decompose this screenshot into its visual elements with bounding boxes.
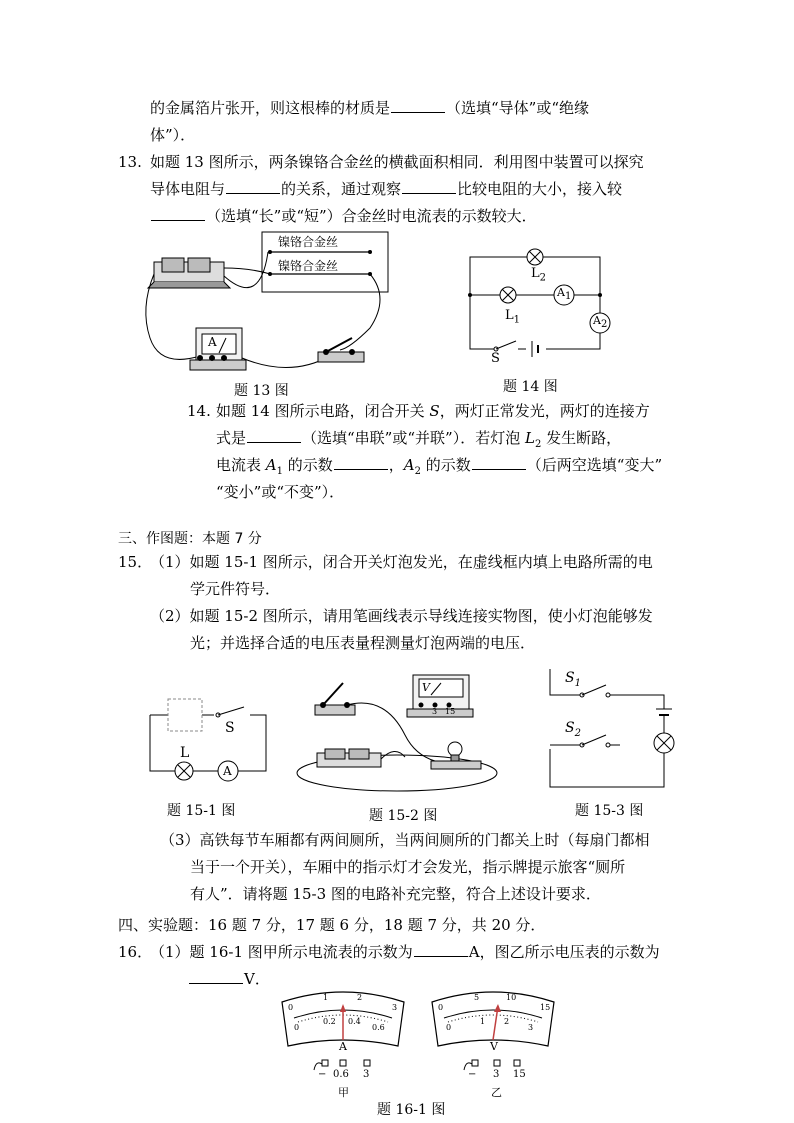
ammeter-name: 甲 xyxy=(338,1086,349,1099)
fig15-3-circuit xyxy=(540,665,680,795)
amm-inner-tick: 0.2 xyxy=(323,1017,336,1026)
answer-blank[interactable] xyxy=(391,98,445,113)
answer-blank[interactable] xyxy=(402,179,456,194)
q14-line1: 如题 14 图所示电路，闭合开关 S，两灯正常发光，两灯的连接方 xyxy=(216,402,650,420)
fig15-2-caption: 题 15-2 图 xyxy=(369,808,438,824)
label-S: S xyxy=(491,351,500,366)
q13-line2: 导体电阻与 的关系，通过观察 比较电阻的大小，接入较 xyxy=(150,180,623,198)
voltmeter-terminals xyxy=(460,1058,540,1072)
q15-p3-line1: （3）高铁每节车厢都有两间厕所，当两间厕所的门都关上时（每扇门都相 xyxy=(160,831,650,849)
volt-inner-tick: 1 xyxy=(480,1017,486,1026)
fig15-3-caption: 题 15-3 图 xyxy=(575,803,644,819)
q14-line3: 电流表 $A_1$ 的示数 ，$A_2$ 的示数 （后两空选填“变大” xyxy=(216,456,663,477)
amm-outer-tick: 0 xyxy=(288,1003,294,1012)
q13-line3: （选填“长”或“短”）合金丝时电流表的示数较大． xyxy=(150,206,537,226)
fig14-caption: 题 14 图 xyxy=(503,379,558,395)
q15-p1-line1: （1）如题 15-1 图所示，闭合开关灯泡发光，在虚线框内填上电路所需的电 xyxy=(150,553,653,571)
volt-terminal: 15 xyxy=(513,1069,526,1080)
q14-line4: “变小”或“不变”）． xyxy=(216,483,345,501)
section3-title: 三、作图题：本题 7 分 xyxy=(118,531,262,547)
fig14-circuit xyxy=(460,245,620,365)
fig15-3-S1: $S_1$ xyxy=(565,670,581,689)
q13-line1: 如题 13 图所示，两条镍铬合金丝的横截面积相同．利用图中装置可以探究 xyxy=(150,153,644,171)
fig15-1-caption: 题 15-1 图 xyxy=(167,803,236,819)
amm-inner-tick: 0.4 xyxy=(348,1017,361,1026)
answer-blank[interactable] xyxy=(414,942,468,957)
volt-outer-tick: 0 xyxy=(438,1003,444,1012)
fig15-3-S2: $S_2$ xyxy=(565,720,581,739)
wire-label-2: 镍铬合金丝 xyxy=(278,259,339,273)
answer-blank[interactable] xyxy=(472,455,526,470)
q12-line2: 体”）． xyxy=(150,126,196,144)
volt-outer-tick: 5 xyxy=(474,993,480,1002)
q14-line2: 式是 （选填“串联”或“并联”）．若灯泡 $L_2$ 发生断路， xyxy=(216,429,622,450)
amm-terminal: − xyxy=(318,1069,327,1080)
volt-outer-tick: 15 xyxy=(540,1003,551,1012)
q12-line1: 的金属箔片张开，则这根棒的材质是 （选填“导体”或“绝缘 xyxy=(150,99,590,117)
answer-blank[interactable] xyxy=(151,206,205,221)
fig13-caption: 题 13 图 xyxy=(234,383,289,399)
fig15-1-circuit xyxy=(140,695,275,780)
q15-p3-line2: 当于一个开关），车厢中的指示灯才会发光，指示牌提示旅客“厕所 xyxy=(190,858,626,876)
fig16-1-caption: 题 16-1 图 xyxy=(377,1102,446,1118)
volt-terminal: − xyxy=(468,1069,477,1080)
wire-label-1: 镍铬合金丝 xyxy=(278,235,339,249)
amm-outer-tick: 1 xyxy=(323,993,329,1002)
label-L1: $L_1$ xyxy=(505,308,521,326)
q15-p2-line2: 光；并选择合适的电压表量程测量灯泡两端的电压． xyxy=(190,634,536,652)
q15-p2-line1: （2）如题 15-2 图所示，请用笔画线表示导线连接实物图，使小灯泡能够发 xyxy=(150,607,653,625)
label-A1: A1 xyxy=(557,286,572,303)
amm-inner-tick: 0.6 xyxy=(372,1023,385,1032)
ammeter-letter-16: A xyxy=(339,1040,347,1053)
fig15-2-t15: 15 xyxy=(445,707,456,716)
section4-title: 四、实验题：16 题 7 分，17 题 6 分，18 题 7 分，共 20 分． xyxy=(118,916,546,934)
amm-terminal: 3 xyxy=(363,1069,370,1080)
volt-terminal: 3 xyxy=(493,1069,500,1080)
voltmeter-name: 乙 xyxy=(491,1086,502,1099)
q16-line1: （1）题 16-1 图甲所示电流表的示数为 A，图乙所示电压表的示数为 xyxy=(150,943,660,961)
fig13-apparatus xyxy=(140,228,400,378)
q14-number: 14. xyxy=(187,402,211,420)
answer-blank[interactable] xyxy=(247,428,301,443)
q16-number: 16． xyxy=(118,943,153,961)
q15-p1-line2: 学元件符号． xyxy=(190,580,281,598)
q15-number: 15． xyxy=(118,553,153,571)
q16-line2: V． xyxy=(188,969,270,989)
q15-p3-line3: 有人”．请将题 15-3 图的电路补充完整，符合上述设计要求． xyxy=(190,885,601,903)
volt-inner-tick: 3 xyxy=(528,1023,534,1032)
amm-outer-tick: 3 xyxy=(392,1003,398,1012)
answer-blank[interactable] xyxy=(334,455,388,470)
ammeter-terminals xyxy=(310,1058,390,1072)
q13-number: 13. xyxy=(118,153,142,171)
answer-blank[interactable] xyxy=(189,969,243,984)
label-A2: A2 xyxy=(593,314,608,331)
volt-outer-tick: 10 xyxy=(506,993,517,1002)
fig15-1-L: L xyxy=(180,745,190,761)
amm-outer-tick: 2 xyxy=(357,993,363,1002)
fig15-2-apparatus xyxy=(295,665,520,795)
volt-inner-tick: 0 xyxy=(446,1023,452,1032)
amm-inner-tick: 0 xyxy=(294,1023,300,1032)
volt-inner-tick: 2 xyxy=(504,1017,510,1026)
fig15-1-S: S xyxy=(225,720,235,736)
ammeter-letter: A xyxy=(208,335,217,349)
fig15-1-A: A xyxy=(223,764,232,778)
amm-terminal: 0.6 xyxy=(333,1069,349,1080)
fig15-2-t3: 3 xyxy=(432,707,438,716)
fig15-2-V: V xyxy=(422,681,430,694)
voltmeter-letter-16: V xyxy=(490,1040,498,1053)
label-L2: $L_2$ xyxy=(531,266,547,284)
answer-blank[interactable] xyxy=(226,179,280,194)
